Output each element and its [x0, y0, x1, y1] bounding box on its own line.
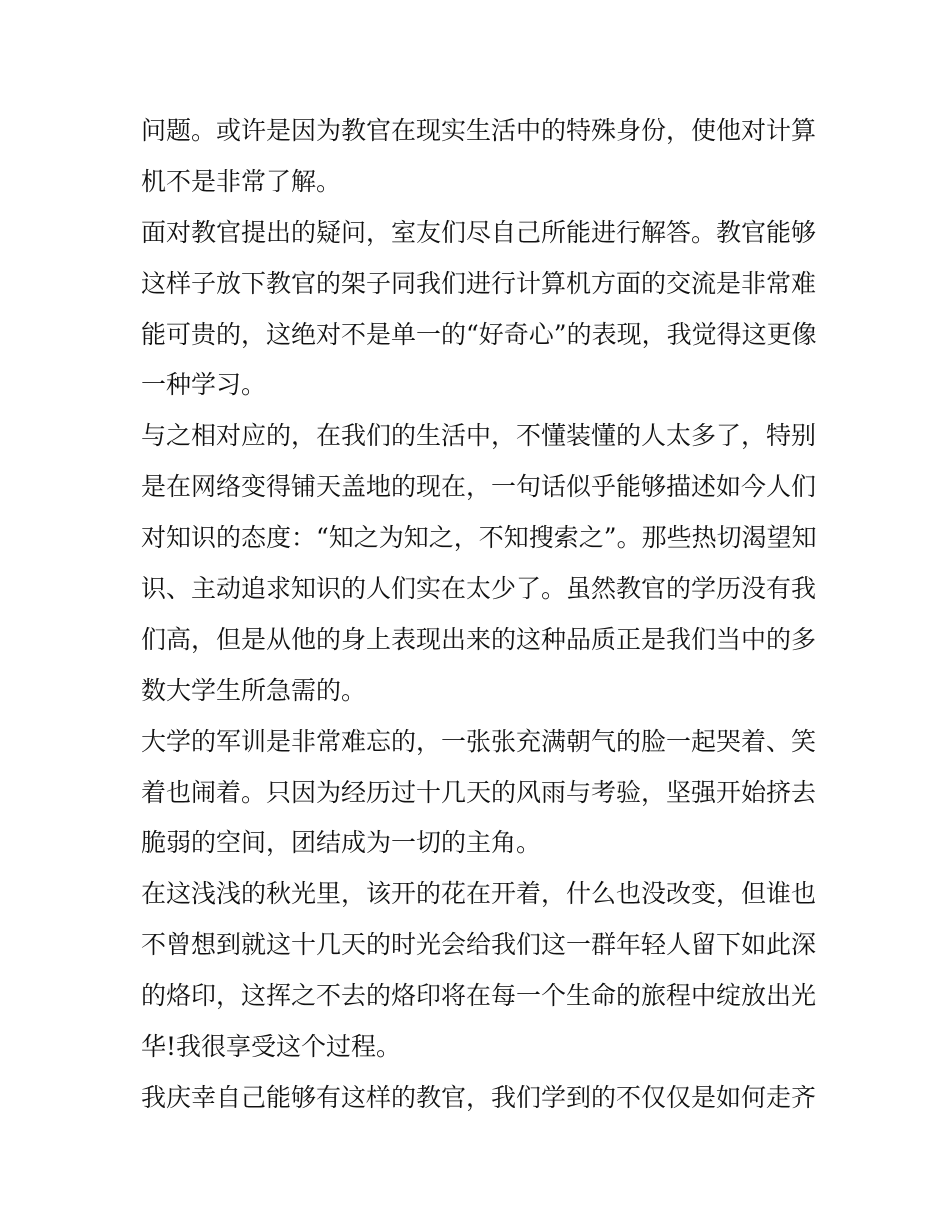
text-line: 在这浅浅的秋光里，该开的花在开着，什么也没改变，但谁也: [141, 879, 817, 909]
text-line: 数大学生所急需的。: [141, 675, 367, 705]
text-line: 是在网络变得铺天盖地的现在，一句话似乎能够描述如今人们: [141, 472, 817, 502]
text-line: 机不是非常了解。: [141, 166, 342, 196]
text-line: 面对教官提出的疑问，室友们尽自己所能进行解答。教官能够: [141, 217, 817, 247]
document-body: [141, 106, 821, 1124]
text-line: 们高，但是从他的身上表现出来的这种品质正是我们当中的多: [141, 624, 817, 654]
text-line: 我庆幸自己能够有这样的教官，我们学到的不仅仅是如何走齐: [141, 1082, 817, 1112]
text-line: 大学的军训是非常难忘的，一张张充满朝气的脸一起哭着、笑: [141, 726, 817, 756]
text-line: 不曾想到就这十几天的时光会给我们这一群年轻人留下如此深: [141, 930, 817, 960]
text-line: 一种学习。: [141, 370, 267, 400]
text-line: 着也闹着。只因为经历过十几天的风雨与考验，坚强开始挤去: [141, 777, 817, 807]
text-line: 脆弱的空间，团结成为一切的主角。: [141, 828, 542, 858]
text-line: 对知识的态度：“知之为知之，不知搜索之”。那些热切渴望知: [141, 523, 817, 553]
text-line: 问题。或许是因为教官在现实生活中的特殊身份，使他对计算: [141, 116, 817, 145]
text-line: 能可贵的，这绝对不是单一的“好奇心”的表现，我觉得这更像: [141, 319, 817, 349]
text-line: 识、主动追求知识的人们实在太少了。虽然教官的学历没有我: [141, 574, 817, 604]
text-line: 华!我很享受这个过程。: [141, 1032, 402, 1062]
text-line: 的烙印，这挥之不去的烙印将在每一个生命的旅程中绽放出光: [141, 981, 817, 1011]
text-line: 这样子放下教官的架子同我们进行计算机方面的交流是非常难: [141, 268, 817, 298]
text-line: 与之相对应的，在我们的生活中，不懂装懂的人太多了，特别: [141, 421, 817, 451]
